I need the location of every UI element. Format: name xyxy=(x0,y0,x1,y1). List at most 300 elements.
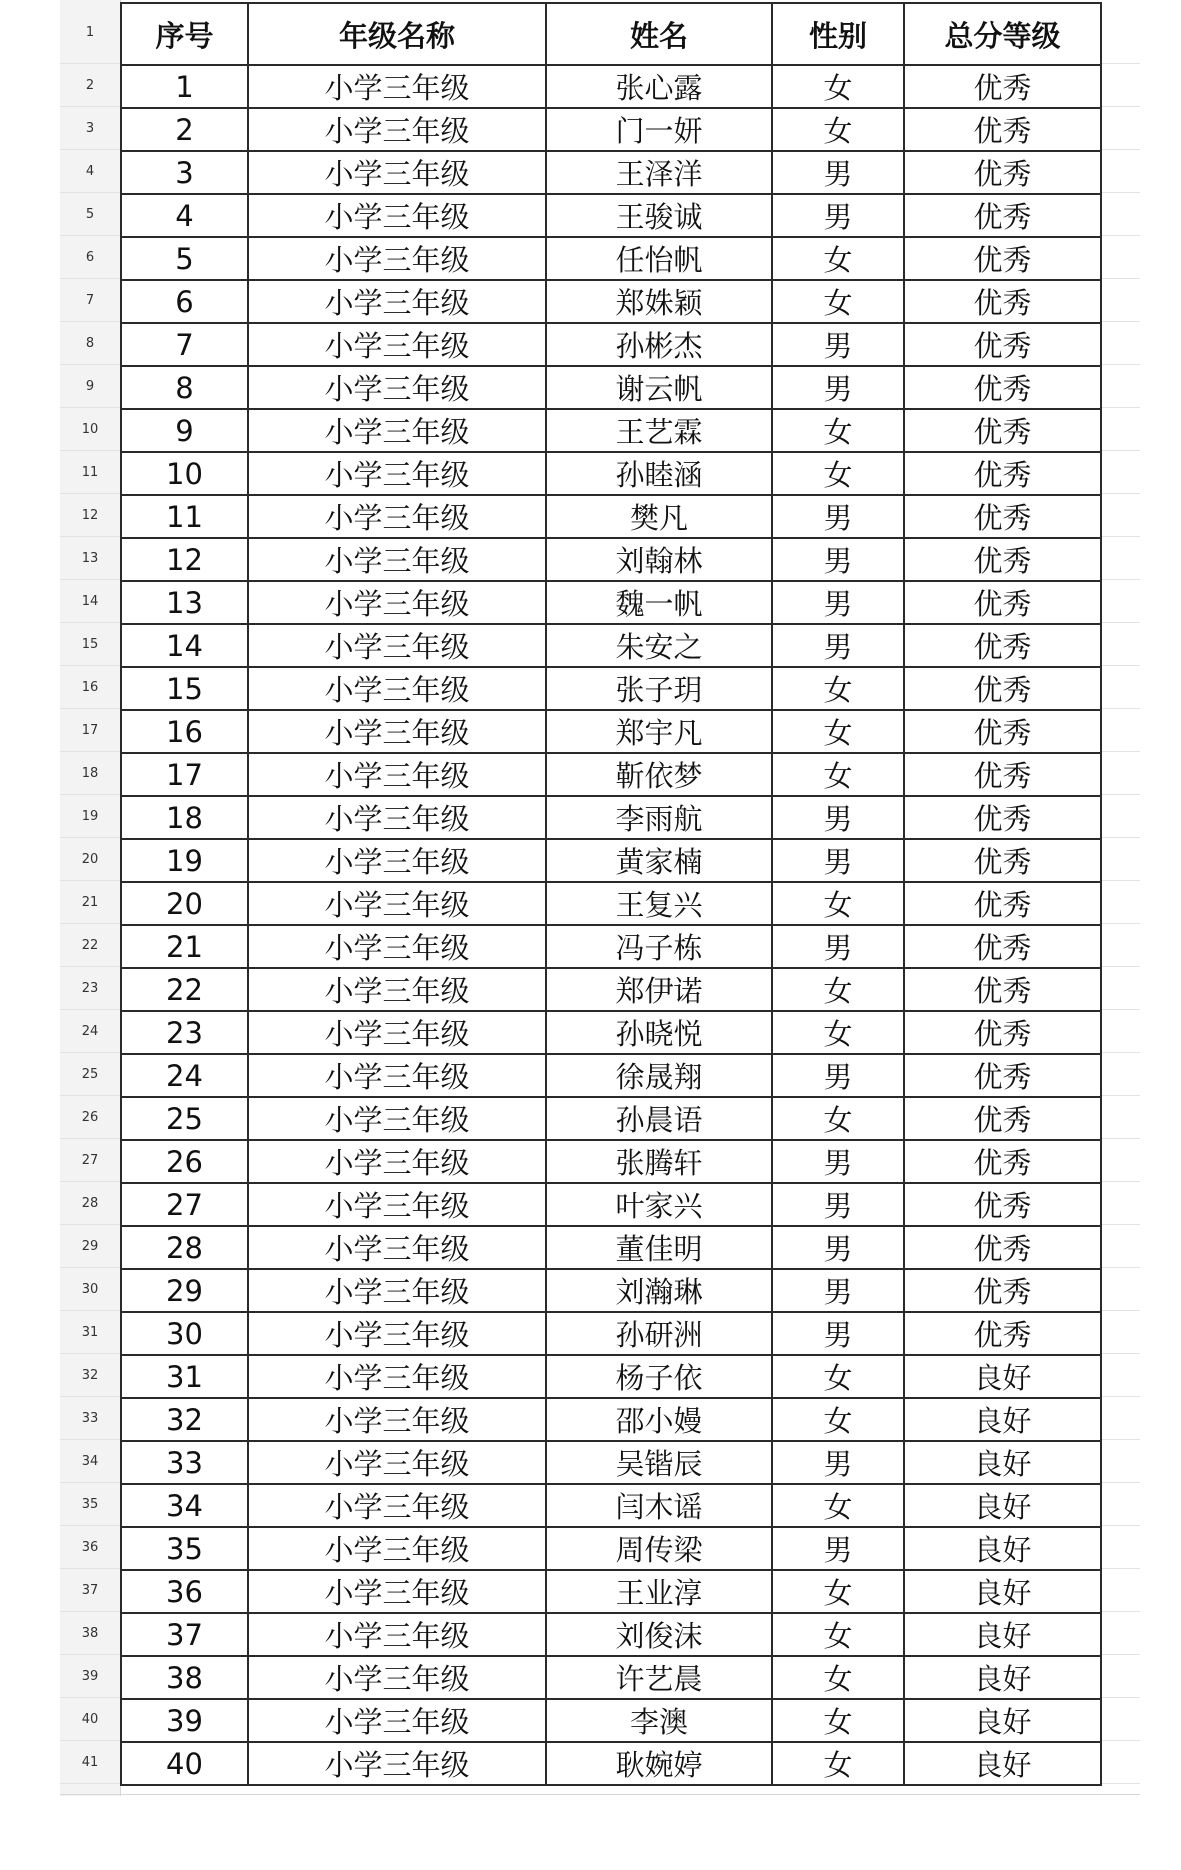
cell-seq[interactable]: 18 xyxy=(121,796,248,839)
cell-grade[interactable]: 小学三年级 xyxy=(248,1570,546,1613)
empty-cell[interactable] xyxy=(1100,1397,1140,1440)
cell-seq[interactable]: 30 xyxy=(121,1312,248,1355)
cell-level[interactable]: 良好 xyxy=(904,1484,1101,1527)
cell-level[interactable]: 良好 xyxy=(904,1656,1101,1699)
cell-sex[interactable]: 女 xyxy=(772,280,904,323)
cell-sex[interactable]: 女 xyxy=(772,1570,904,1613)
cell-sex[interactable]: 女 xyxy=(772,1097,904,1140)
empty-cell[interactable] xyxy=(1100,1569,1140,1612)
cell-level[interactable]: 优秀 xyxy=(904,968,1101,1011)
cell-level[interactable]: 优秀 xyxy=(904,882,1101,925)
row-number[interactable]: 15 xyxy=(60,623,120,666)
empty-cell[interactable] xyxy=(1100,451,1140,494)
cell-name[interactable]: 王艺霖 xyxy=(546,409,772,452)
cell-grade[interactable]: 小学三年级 xyxy=(248,1613,546,1656)
empty-cell[interactable] xyxy=(1100,967,1140,1010)
empty-cell[interactable] xyxy=(1100,666,1140,709)
header-sex[interactable]: 性别 xyxy=(772,3,904,65)
row-number[interactable]: 36 xyxy=(60,1526,120,1569)
cell-grade[interactable]: 小学三年级 xyxy=(248,1398,546,1441)
row-number[interactable]: 8 xyxy=(60,322,120,365)
row-number[interactable]: 40 xyxy=(60,1698,120,1741)
table-row xyxy=(121,624,1101,667)
cell-name[interactable]: 杨子依 xyxy=(546,1355,772,1398)
cell-seq[interactable]: 17 xyxy=(121,753,248,796)
cell-sex[interactable]: 男 xyxy=(772,1527,904,1570)
cell-name[interactable]: 任怡帆 xyxy=(546,237,772,280)
row-number[interactable]: 38 xyxy=(60,1612,120,1655)
cell-name[interactable]: 刘俊沫 xyxy=(546,1613,772,1656)
cell-level[interactable]: 优秀 xyxy=(904,1140,1101,1183)
cell-grade[interactable]: 小学三年级 xyxy=(248,1054,546,1097)
header-grade[interactable]: 年级名称 xyxy=(248,3,546,65)
cell-seq[interactable]: 8 xyxy=(121,366,248,409)
cell-seq[interactable]: 16 xyxy=(121,710,248,753)
cell-name[interactable]: 樊凡 xyxy=(546,495,772,538)
table-row xyxy=(121,237,1101,280)
row-number[interactable]: 23 xyxy=(60,967,120,1010)
cell-sex[interactable]: 男 xyxy=(772,323,904,366)
empty-cell[interactable] xyxy=(1100,64,1140,107)
empty-cell[interactable] xyxy=(1100,580,1140,623)
row-number[interactable]: 30 xyxy=(60,1268,120,1311)
cell-seq[interactable]: 21 xyxy=(121,925,248,968)
cell-level[interactable]: 良好 xyxy=(904,1441,1101,1484)
cell-grade[interactable]: 小学三年级 xyxy=(248,1140,546,1183)
cell-sex[interactable]: 女 xyxy=(772,1656,904,1699)
cell-grade[interactable]: 小学三年级 xyxy=(248,452,546,495)
cell-sex[interactable]: 女 xyxy=(772,968,904,1011)
empty-cell[interactable] xyxy=(1100,924,1140,967)
row-number[interactable]: 1 xyxy=(60,2,120,64)
cell-level[interactable]: 优秀 xyxy=(904,667,1101,710)
cell-sex[interactable]: 男 xyxy=(772,538,904,581)
table-row xyxy=(121,409,1101,452)
table-row xyxy=(121,1570,1101,1613)
cell-name[interactable]: 魏一帆 xyxy=(546,581,772,624)
cell-name[interactable]: 孙研洲 xyxy=(546,1312,772,1355)
cell-name[interactable]: 张腾轩 xyxy=(546,1140,772,1183)
cell-seq[interactable]: 38 xyxy=(121,1656,248,1699)
cell-name[interactable]: 邵小嫚 xyxy=(546,1398,772,1441)
row-number[interactable]: 35 xyxy=(60,1483,120,1526)
cell-name[interactable]: 吴锴辰 xyxy=(546,1441,772,1484)
table-row xyxy=(121,1355,1101,1398)
cell-name[interactable]: 张子玥 xyxy=(546,667,772,710)
row-number[interactable]: 13 xyxy=(60,537,120,580)
cell-sex[interactable]: 男 xyxy=(772,839,904,882)
cell-sex[interactable]: 女 xyxy=(772,409,904,452)
cell-sex[interactable]: 女 xyxy=(772,65,904,108)
cell-grade[interactable]: 小学三年级 xyxy=(248,280,546,323)
cell-level[interactable]: 优秀 xyxy=(904,710,1101,753)
empty-cell[interactable] xyxy=(1100,623,1140,666)
row-number[interactable]: 22 xyxy=(60,924,120,967)
cell-level[interactable]: 良好 xyxy=(904,1699,1101,1742)
cell-grade[interactable]: 小学三年级 xyxy=(248,925,546,968)
row-number[interactable]: 9 xyxy=(60,365,120,408)
cell-sex[interactable]: 男 xyxy=(772,1269,904,1312)
empty-cell[interactable] xyxy=(1100,537,1140,580)
empty-cell[interactable] xyxy=(1100,795,1140,838)
cell-sex[interactable]: 女 xyxy=(772,1398,904,1441)
cell-sex[interactable]: 女 xyxy=(772,108,904,151)
cell-name[interactable]: 周传梁 xyxy=(546,1527,772,1570)
cell-name[interactable]: 谢云帆 xyxy=(546,366,772,409)
cell-sex[interactable]: 女 xyxy=(772,1484,904,1527)
cell-seq[interactable]: 35 xyxy=(121,1527,248,1570)
cell-name[interactable]: 王复兴 xyxy=(546,882,772,925)
cell-grade[interactable]: 小学三年级 xyxy=(248,1183,546,1226)
row-number[interactable]: 26 xyxy=(60,1096,120,1139)
cell-seq[interactable]: 33 xyxy=(121,1441,248,1484)
cell-level[interactable]: 优秀 xyxy=(904,1226,1101,1269)
cell-name[interactable]: 叶家兴 xyxy=(546,1183,772,1226)
row-number[interactable]: 11 xyxy=(60,451,120,494)
cell-name[interactable]: 张心露 xyxy=(546,65,772,108)
cell-seq[interactable]: 23 xyxy=(121,1011,248,1054)
cell-grade[interactable]: 小学三年级 xyxy=(248,882,546,925)
empty-cell[interactable] xyxy=(1100,1182,1140,1225)
cell-name[interactable]: 刘翰林 xyxy=(546,538,772,581)
cell-grade[interactable]: 小学三年级 xyxy=(248,1441,546,1484)
empty-cell[interactable] xyxy=(1100,1483,1140,1526)
cell-sex[interactable]: 男 xyxy=(772,925,904,968)
cell-seq[interactable]: 11 xyxy=(121,495,248,538)
cell-level[interactable]: 优秀 xyxy=(904,925,1101,968)
row-number[interactable]: 34 xyxy=(60,1440,120,1483)
empty-cell[interactable] xyxy=(1100,1053,1140,1096)
cell-name[interactable]: 耿婉婷 xyxy=(546,1742,772,1785)
row-number[interactable]: 41 xyxy=(60,1741,120,1784)
cell-seq[interactable]: 19 xyxy=(121,839,248,882)
table-row xyxy=(121,323,1101,366)
empty-cell[interactable] xyxy=(1100,279,1140,322)
cell-sex[interactable]: 女 xyxy=(772,753,904,796)
empty-cell[interactable] xyxy=(1100,1655,1140,1698)
cell-level[interactable]: 良好 xyxy=(904,1570,1101,1613)
cell-level[interactable]: 优秀 xyxy=(904,753,1101,796)
row-number[interactable]: 19 xyxy=(60,795,120,838)
cell-sex[interactable]: 男 xyxy=(772,1140,904,1183)
row-number[interactable]: 27 xyxy=(60,1139,120,1182)
cell-grade[interactable]: 小学三年级 xyxy=(248,1226,546,1269)
cell-grade[interactable]: 小学三年级 xyxy=(248,581,546,624)
row-number[interactable]: 2 xyxy=(60,64,120,107)
cell-level[interactable]: 良好 xyxy=(904,1355,1101,1398)
row-number[interactable]: 31 xyxy=(60,1311,120,1354)
cell-sex[interactable]: 男 xyxy=(772,624,904,667)
cell-level[interactable]: 优秀 xyxy=(904,323,1101,366)
cell-level[interactable]: 优秀 xyxy=(904,624,1101,667)
student-grade-table xyxy=(120,2,1102,1786)
cell-name[interactable]: 朱安之 xyxy=(546,624,772,667)
cell-level[interactable]: 优秀 xyxy=(904,839,1101,882)
cell-level[interactable]: 优秀 xyxy=(904,495,1101,538)
grid-divider xyxy=(60,1794,1140,1795)
cell-grade[interactable]: 小学三年级 xyxy=(248,839,546,882)
cell-seq[interactable]: 12 xyxy=(121,538,248,581)
cell-name[interactable]: 李雨航 xyxy=(546,796,772,839)
cell-seq[interactable]: 28 xyxy=(121,1226,248,1269)
cell-name[interactable]: 闫木谣 xyxy=(546,1484,772,1527)
empty-cell[interactable] xyxy=(1100,1440,1140,1483)
empty-cell[interactable] xyxy=(1100,107,1140,150)
cell-level[interactable]: 优秀 xyxy=(904,280,1101,323)
empty-cell[interactable] xyxy=(1100,1268,1140,1311)
cell-name[interactable]: 郑伊诺 xyxy=(546,968,772,1011)
cell-level[interactable]: 良好 xyxy=(904,1398,1101,1441)
cell-seq[interactable]: 13 xyxy=(121,581,248,624)
cell-seq[interactable]: 26 xyxy=(121,1140,248,1183)
cell-name[interactable]: 孙彬杰 xyxy=(546,323,772,366)
cell-level[interactable]: 优秀 xyxy=(904,65,1101,108)
cell-grade[interactable]: 小学三年级 xyxy=(248,194,546,237)
cell-name[interactable]: 黄家楠 xyxy=(546,839,772,882)
empty-cell[interactable] xyxy=(1100,365,1140,408)
cell-grade[interactable]: 小学三年级 xyxy=(248,1011,546,1054)
cell-sex[interactable]: 男 xyxy=(772,1312,904,1355)
row-number[interactable]: 24 xyxy=(60,1010,120,1053)
cell-level[interactable]: 优秀 xyxy=(904,1011,1101,1054)
cell-sex[interactable]: 女 xyxy=(772,1613,904,1656)
cell-seq[interactable]: 5 xyxy=(121,237,248,280)
empty-cell[interactable] xyxy=(1100,150,1140,193)
cell-level[interactable]: 优秀 xyxy=(904,409,1101,452)
cell-sex[interactable]: 女 xyxy=(772,1011,904,1054)
cell-seq[interactable]: 2 xyxy=(121,108,248,151)
cell-name[interactable]: 门一妍 xyxy=(546,108,772,151)
empty-cell[interactable] xyxy=(1100,1698,1140,1741)
table-row xyxy=(121,1097,1101,1140)
cell-name[interactable]: 徐晟翔 xyxy=(546,1054,772,1097)
cell-sex[interactable]: 男 xyxy=(772,796,904,839)
row-number[interactable]: 20 xyxy=(60,838,120,881)
cell-grade[interactable]: 小学三年级 xyxy=(248,710,546,753)
cell-sex[interactable]: 女 xyxy=(772,882,904,925)
cell-grade[interactable]: 小学三年级 xyxy=(248,65,546,108)
row-number[interactable]: 16 xyxy=(60,666,120,709)
cell-name[interactable]: 许艺晨 xyxy=(546,1656,772,1699)
header-seq[interactable]: 序号 xyxy=(121,3,248,65)
empty-cell[interactable] xyxy=(1100,709,1140,752)
cell-level[interactable]: 优秀 xyxy=(904,1312,1101,1355)
table-row xyxy=(121,1484,1101,1527)
cell-level[interactable]: 优秀 xyxy=(904,796,1101,839)
cell-grade[interactable]: 小学三年级 xyxy=(248,1484,546,1527)
cell-grade[interactable]: 小学三年级 xyxy=(248,151,546,194)
header-level[interactable]: 总分等级 xyxy=(904,3,1101,65)
cell-name[interactable]: 王业淳 xyxy=(546,1570,772,1613)
cell-sex[interactable]: 女 xyxy=(772,1355,904,1398)
empty-cell[interactable] xyxy=(1100,752,1140,795)
row-number[interactable]: 21 xyxy=(60,881,120,924)
cell-grade[interactable]: 小学三年级 xyxy=(248,753,546,796)
cell-seq[interactable]: 4 xyxy=(121,194,248,237)
cell-seq[interactable]: 40 xyxy=(121,1742,248,1785)
cell-level[interactable]: 良好 xyxy=(904,1742,1101,1785)
cell-name[interactable]: 郑宇凡 xyxy=(546,710,772,753)
cell-grade[interactable]: 小学三年级 xyxy=(248,1699,546,1742)
row-number[interactable]: 33 xyxy=(60,1397,120,1440)
cell-seq[interactable]: 9 xyxy=(121,409,248,452)
cell-level[interactable]: 优秀 xyxy=(904,1183,1101,1226)
cell-seq[interactable]: 34 xyxy=(121,1484,248,1527)
cell-name[interactable]: 孙晓悦 xyxy=(546,1011,772,1054)
cell-seq[interactable]: 24 xyxy=(121,1054,248,1097)
cell-seq[interactable]: 10 xyxy=(121,452,248,495)
cell-grade[interactable]: 小学三年级 xyxy=(248,538,546,581)
cell-grade[interactable]: 小学三年级 xyxy=(248,366,546,409)
row-number[interactable]: 18 xyxy=(60,752,120,795)
row-number[interactable]: 29 xyxy=(60,1225,120,1268)
cell-sex[interactable]: 女 xyxy=(772,667,904,710)
empty-cell[interactable] xyxy=(1100,1225,1140,1268)
cell-seq[interactable]: 20 xyxy=(121,882,248,925)
empty-cell[interactable] xyxy=(1100,322,1140,365)
cell-sex[interactable]: 女 xyxy=(772,452,904,495)
cell-sex[interactable]: 男 xyxy=(772,194,904,237)
cell-seq[interactable]: 22 xyxy=(121,968,248,1011)
cell-grade[interactable]: 小学三年级 xyxy=(248,237,546,280)
empty-cell[interactable] xyxy=(1100,881,1140,924)
cell-level[interactable]: 良好 xyxy=(904,1613,1101,1656)
cell-name[interactable]: 冯子栋 xyxy=(546,925,772,968)
cell-level[interactable]: 优秀 xyxy=(904,538,1101,581)
cell-seq[interactable]: 29 xyxy=(121,1269,248,1312)
cell-grade[interactable]: 小学三年级 xyxy=(248,1312,546,1355)
cell-sex[interactable]: 男 xyxy=(772,151,904,194)
cell-grade[interactable]: 小学三年级 xyxy=(248,409,546,452)
empty-cell[interactable] xyxy=(1100,1139,1140,1182)
cell-level[interactable]: 优秀 xyxy=(904,1269,1101,1312)
cell-seq[interactable]: 1 xyxy=(121,65,248,108)
cell-seq[interactable]: 25 xyxy=(121,1097,248,1140)
empty-cell[interactable] xyxy=(1100,1010,1140,1053)
row-number[interactable]: 39 xyxy=(60,1655,120,1698)
cell-grade[interactable]: 小学三年级 xyxy=(248,108,546,151)
cell-level[interactable]: 优秀 xyxy=(904,452,1101,495)
cell-seq[interactable]: 6 xyxy=(121,280,248,323)
empty-cell[interactable] xyxy=(1100,1096,1140,1139)
cell-seq[interactable]: 39 xyxy=(121,1699,248,1742)
cell-name[interactable]: 靳依梦 xyxy=(546,753,772,796)
empty-cell[interactable] xyxy=(1100,1354,1140,1397)
cell-sex[interactable]: 男 xyxy=(772,1054,904,1097)
cell-seq[interactable]: 27 xyxy=(121,1183,248,1226)
cell-name[interactable]: 李澳 xyxy=(546,1699,772,1742)
cell-grade[interactable]: 小学三年级 xyxy=(248,1527,546,1570)
table-row xyxy=(121,925,1101,968)
empty-cell[interactable] xyxy=(1100,236,1140,279)
cell-seq[interactable]: 32 xyxy=(121,1398,248,1441)
row-number[interactable]: 28 xyxy=(60,1182,120,1225)
cell-grade[interactable]: 小学三年级 xyxy=(248,796,546,839)
cell-seq[interactable]: 14 xyxy=(121,624,248,667)
cell-level[interactable]: 优秀 xyxy=(904,1054,1101,1097)
cell-seq[interactable]: 31 xyxy=(121,1355,248,1398)
row-number[interactable]: 14 xyxy=(60,580,120,623)
cell-sex[interactable]: 男 xyxy=(772,1226,904,1269)
cell-level[interactable]: 优秀 xyxy=(904,194,1101,237)
empty-cell[interactable] xyxy=(1100,1311,1140,1354)
cell-name[interactable]: 王泽洋 xyxy=(546,151,772,194)
empty-cell[interactable] xyxy=(1100,408,1140,451)
empty-cell[interactable] xyxy=(1100,494,1140,537)
cell-grade[interactable]: 小学三年级 xyxy=(248,1742,546,1785)
header-name[interactable]: 姓名 xyxy=(546,3,772,65)
cell-grade[interactable]: 小学三年级 xyxy=(248,495,546,538)
cell-level[interactable]: 优秀 xyxy=(904,237,1101,280)
cell-name[interactable]: 孙睦涵 xyxy=(546,452,772,495)
cell-seq[interactable]: 15 xyxy=(121,667,248,710)
empty-cell[interactable] xyxy=(1100,1741,1140,1784)
empty-cell[interactable] xyxy=(1100,1526,1140,1569)
cell-sex[interactable]: 男 xyxy=(772,1183,904,1226)
cell-name[interactable]: 郑姝颖 xyxy=(546,280,772,323)
cell-level[interactable]: 优秀 xyxy=(904,108,1101,151)
cell-level[interactable]: 优秀 xyxy=(904,1097,1101,1140)
row-number[interactable]: 5 xyxy=(60,193,120,236)
cell-sex[interactable]: 女 xyxy=(772,1699,904,1742)
row-number[interactable]: 25 xyxy=(60,1053,120,1096)
empty-cell[interactable] xyxy=(1100,1612,1140,1655)
cell-seq[interactable]: 3 xyxy=(121,151,248,194)
cell-name[interactable]: 刘瀚琳 xyxy=(546,1269,772,1312)
cell-grade[interactable]: 小学三年级 xyxy=(248,1656,546,1699)
cell-seq[interactable]: 36 xyxy=(121,1570,248,1613)
cell-sex[interactable]: 女 xyxy=(772,710,904,753)
cell-grade[interactable]: 小学三年级 xyxy=(248,968,546,1011)
cell-level[interactable]: 优秀 xyxy=(904,581,1101,624)
cell-sex[interactable]: 男 xyxy=(772,581,904,624)
row-number[interactable]: 12 xyxy=(60,494,120,537)
table-row xyxy=(121,65,1101,108)
row-number[interactable]: 37 xyxy=(60,1569,120,1612)
cell-sex[interactable]: 女 xyxy=(772,237,904,280)
cell-sex[interactable]: 女 xyxy=(772,1742,904,1785)
cell-grade[interactable]: 小学三年级 xyxy=(248,1355,546,1398)
cell-name[interactable]: 董佳明 xyxy=(546,1226,772,1269)
row-number[interactable]: 32 xyxy=(60,1354,120,1397)
row-number[interactable]: 7 xyxy=(60,279,120,322)
empty-cell[interactable] xyxy=(1100,2,1140,64)
cell-name[interactable]: 孙晨语 xyxy=(546,1097,772,1140)
cell-seq[interactable]: 37 xyxy=(121,1613,248,1656)
cell-level[interactable]: 优秀 xyxy=(904,366,1101,409)
cell-level[interactable]: 良好 xyxy=(904,1527,1101,1570)
cell-name[interactable]: 王骏诚 xyxy=(546,194,772,237)
empty-cell[interactable] xyxy=(1100,193,1140,236)
cell-grade[interactable]: 小学三年级 xyxy=(248,1097,546,1140)
cell-sex[interactable]: 男 xyxy=(772,1441,904,1484)
row-number[interactable]: 3 xyxy=(60,107,120,150)
row-number[interactable]: 4 xyxy=(60,150,120,193)
row-number[interactable]: 10 xyxy=(60,408,120,451)
cell-level[interactable]: 优秀 xyxy=(904,151,1101,194)
cell-grade[interactable]: 小学三年级 xyxy=(248,667,546,710)
empty-cell[interactable] xyxy=(1100,838,1140,881)
row-number[interactable]: 17 xyxy=(60,709,120,752)
cell-seq[interactable]: 7 xyxy=(121,323,248,366)
cell-sex[interactable]: 男 xyxy=(772,495,904,538)
cell-grade[interactable]: 小学三年级 xyxy=(248,323,546,366)
row-number[interactable]: 6 xyxy=(60,236,120,279)
cell-grade[interactable]: 小学三年级 xyxy=(248,1269,546,1312)
cell-sex[interactable]: 男 xyxy=(772,366,904,409)
cell-grade[interactable]: 小学三年级 xyxy=(248,624,546,667)
table-row xyxy=(121,1398,1101,1441)
